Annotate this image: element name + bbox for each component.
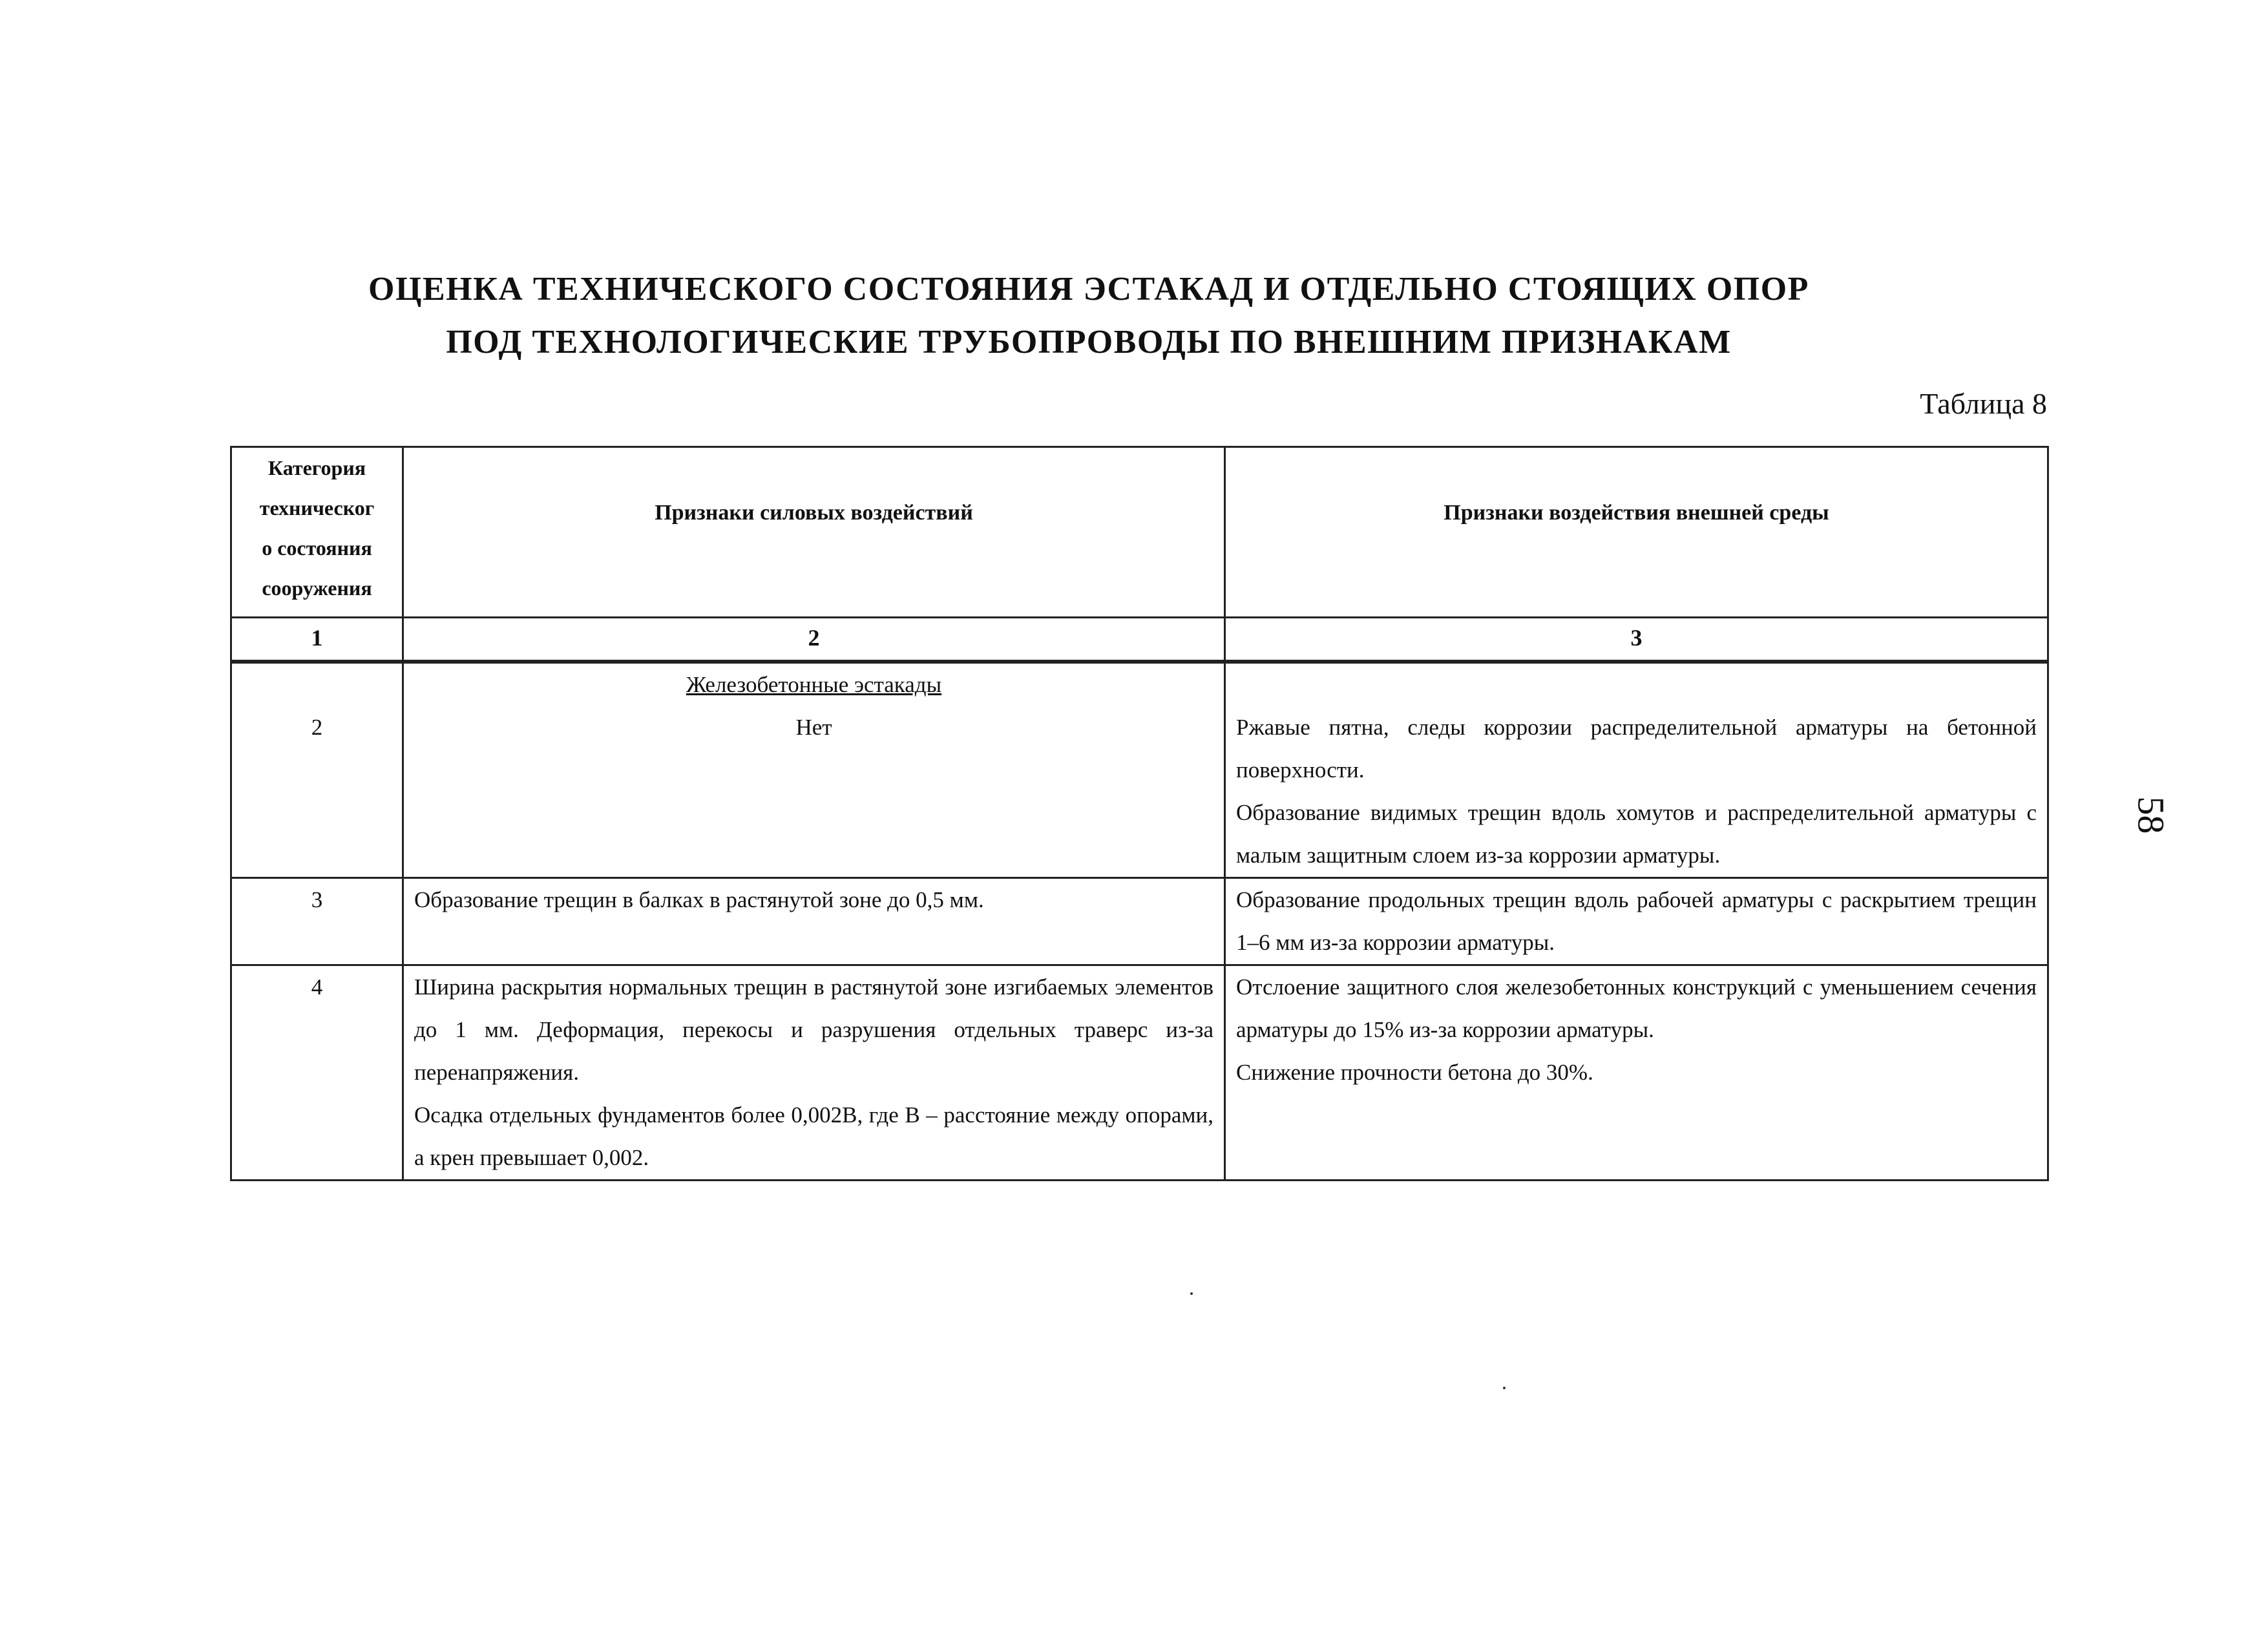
scan-speck [1190,1292,1193,1295]
environment-cell [1225,965,2048,1180]
table-label: Таблица 8 [1920,387,2047,420]
force-cell [403,965,1225,1180]
environment-cell [1225,662,2048,878]
force-cell [403,877,1225,965]
column-number: 3 [1225,618,2048,662]
header-category-line: о состояния [262,536,372,560]
header-category-line: сооружения [262,576,372,600]
table-header-row [231,447,2048,618]
environment-text: Образование видимых трещин вдоль хомутов и распределительной арматуры с малым защитным слоем из-за коррозии арматуры. [1236,799,2037,868]
category-cell [231,877,403,965]
column-numbers-row [231,618,2048,662]
header-environment-signs: Признаки воздействия внешней среды [1225,447,2048,618]
table-row [231,662,2048,878]
document-title-line-2: ПОД ТЕХНОЛОГИЧЕСКИЕ ТРУБОПРОВОДЫ ПО ВНЕШНИМ ПРИЗНАКАМ [446,324,1732,361]
condition-assessment-table [230,446,2049,1181]
force-text: Нет [795,714,832,740]
environment-cell [1225,877,2048,965]
table-row [231,965,2048,1180]
force-cell [403,662,1225,878]
category-value: 4 [311,974,323,1000]
category-value: 2 [311,714,323,740]
page-number: 58 [2130,796,2172,834]
column-number: 2 [403,618,1225,662]
category-value: 3 [311,887,323,912]
section-title: Железобетонные эстакады [686,671,942,697]
header-category-line: техническог [259,496,375,520]
scan-speck [1503,1387,1506,1389]
category-cell [231,662,403,878]
header-category-line: Категория [268,456,366,479]
category-cell [231,965,403,1180]
header-category [231,447,403,618]
force-text: Образование трещин в балках в растянутой зоне до 0,5 мм. [414,887,984,912]
environment-text: Ржавые пятна, следы коррозии распределительной арматуры на бетонной поверхности. [1236,714,2037,782]
environment-text: Снижение прочности бетона до 30%. [1236,1059,1593,1085]
force-text: Ширина раскрытия нормальных трещин в растянутой зоне изгибаемых элементов до 1 мм. Деформация, перекосы и разрушения отдельных траверс из-за перенапряжения. [414,974,1213,1085]
column-number: 1 [231,618,403,662]
document-title-line-1: ОЦЕНКА ТЕХНИЧЕСКОГО СОСТОЯНИЯ ЭСТАКАД И ОТДЕЛЬНО СТОЯЩИХ ОПОР [368,271,1809,308]
environment-text: Отслоение защитного слоя железобетонных конструкций с уменьшением сечения арматуры до 15% из-за коррозии арматуры. [1236,974,2037,1042]
header-force-signs: Признаки силовых воздействий [403,447,1225,618]
environment-text: Образование продольных трещин вдоль рабочей арматуры с раскрытием трещин 1–6 мм из-за коррозии арматуры. [1236,887,2037,955]
table-row [231,877,2048,965]
force-text: Осадка отдельных фундаментов более 0,002В, где В – расстояние между опорами, а крен превышает 0,002. [414,1102,1213,1170]
